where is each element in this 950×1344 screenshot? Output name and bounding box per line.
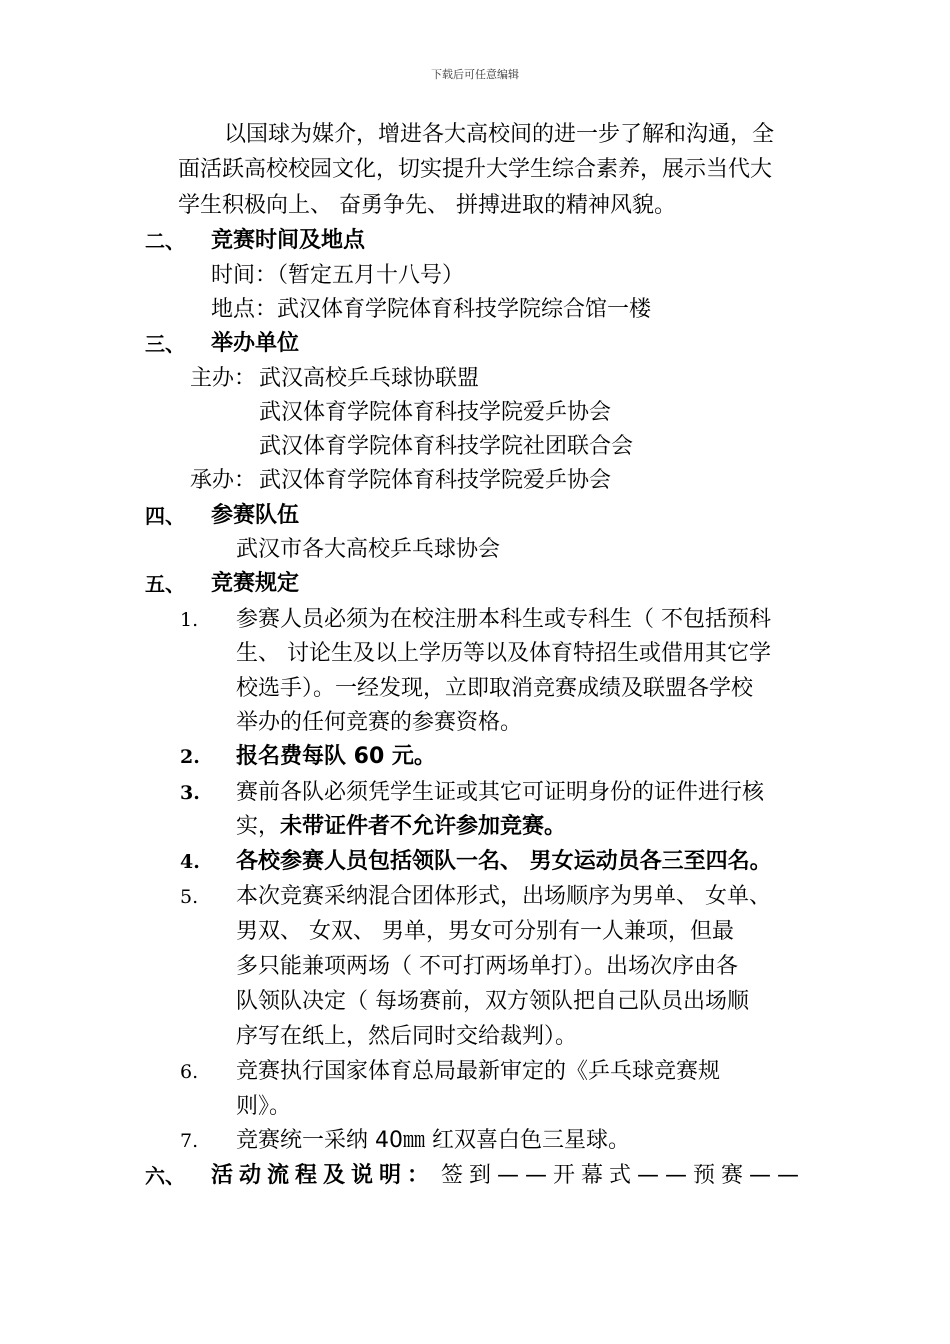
organizer: 武汉体育学院体育科技学院爱乒协会: [259, 468, 612, 493]
rule-5-line-3: 多只能兼项两场（ 不可打两场单打）。出场次序由各: [236, 954, 738, 979]
rule-4-number: 4.: [180, 851, 200, 873]
organizer-label: 承办：: [190, 468, 257, 493]
rule-5-line-2: 男双、 女双、 男单，男女可分别有一人兼项，但最: [236, 919, 734, 944]
event-time: 时间：（暂定五月十八号）: [211, 263, 465, 288]
rule-6-line-1: 竞赛执行国家体育总局最新审定的《乒乓球竞赛规: [236, 1059, 721, 1084]
section-3-title: 举办单位: [211, 331, 300, 356]
host-3: 武汉体育学院体育科技学院社团联合会: [259, 434, 634, 459]
rule-1-line-1: 参赛人员必须为在校注册本科生或专科生（ 不包括预科: [236, 607, 771, 632]
rule-6-line-2: 则》。: [236, 1094, 292, 1119]
section-5-number: 五、: [145, 572, 185, 596]
rule-3-line-2: [236, 813, 566, 841]
section-3-number: 三、: [145, 332, 185, 356]
event-place: 地点：武汉体育学院体育科技学院综合馆一楼: [211, 297, 652, 322]
rule-7-line-1: 竞赛统一采纳 40㎜ 红双喜白色三星球。: [236, 1128, 630, 1153]
rule-2-number: 2.: [180, 746, 200, 768]
page-header: 下载后可任意编辑: [431, 68, 519, 81]
section-4-title: 参赛队伍: [211, 503, 300, 528]
host-1: 武汉高校乒乓球协联盟: [259, 366, 480, 391]
rule-2-line-1: 报名费每队 60 元。: [236, 744, 436, 769]
section-6-text: 签到——开幕式——预赛——: [441, 1163, 806, 1188]
rule-5-line-4: 队领队决定（ 每场赛前，双方领队把自己队员出场顺: [236, 989, 749, 1014]
host-2: 武汉体育学院体育科技学院爱乒协会: [259, 400, 612, 425]
section-5-title: 竞赛规定: [211, 571, 300, 596]
rule-5-line-5: 序写在纸上，然后同时交给裁判）。: [236, 1024, 578, 1049]
section-4-number: 四、: [145, 504, 185, 528]
intro-line-1: 以国球为媒介，增进各大高校间的进一步了解和沟通，全: [224, 122, 775, 147]
rule-3-number: 3.: [180, 782, 200, 804]
rule-3-line-2-bold: 未带证件者不允许参加竞赛。: [280, 814, 567, 839]
intro-line-2: 面活跃高校校园文化，切实提升大学生综合素养，展示当代大: [178, 157, 773, 182]
section-2-number: 二、: [145, 229, 185, 253]
section-6-title: 活动流程及说明：: [211, 1163, 436, 1188]
participating-teams: 武汉市各大高校乒乓球协会: [236, 537, 501, 562]
rule-3-line-2-normal: 实，: [236, 814, 281, 839]
intro-line-3: 学生积极向上、 奋勇争先、 拼搏进取的精神风貌。: [178, 193, 676, 218]
host-label: 主办：: [190, 366, 257, 391]
rule-1-line-3: 校选手）。一经发现，立即取消竞赛成绩及联盟各学校: [236, 676, 754, 701]
rule-3-line-1: 赛前各队必须凭学生证或其它可证明身份的证件进行核: [236, 780, 765, 805]
section-6-number: 六、: [145, 1164, 185, 1188]
rule-6-number: 6.: [180, 1061, 199, 1083]
rule-1-number: 1.: [180, 609, 199, 631]
rule-1-line-2: 生、 讨论生及以上学历等以及体育特招生或借用其它学: [236, 641, 771, 666]
rule-5-line-1: 本次竞赛采纳混合团体形式，出场顺序为男单、 女单、: [236, 884, 771, 909]
rule-7-number: 7.: [180, 1130, 199, 1152]
rule-1-line-4: 举办的任何竞赛的参赛资格。: [236, 710, 523, 735]
rule-5-number: 5.: [180, 886, 199, 908]
section-2-title: 竞赛时间及地点: [211, 228, 366, 253]
rule-4-line-1: 各校参赛人员包括领队一名、 男女运动员各三至四名。: [236, 849, 772, 874]
